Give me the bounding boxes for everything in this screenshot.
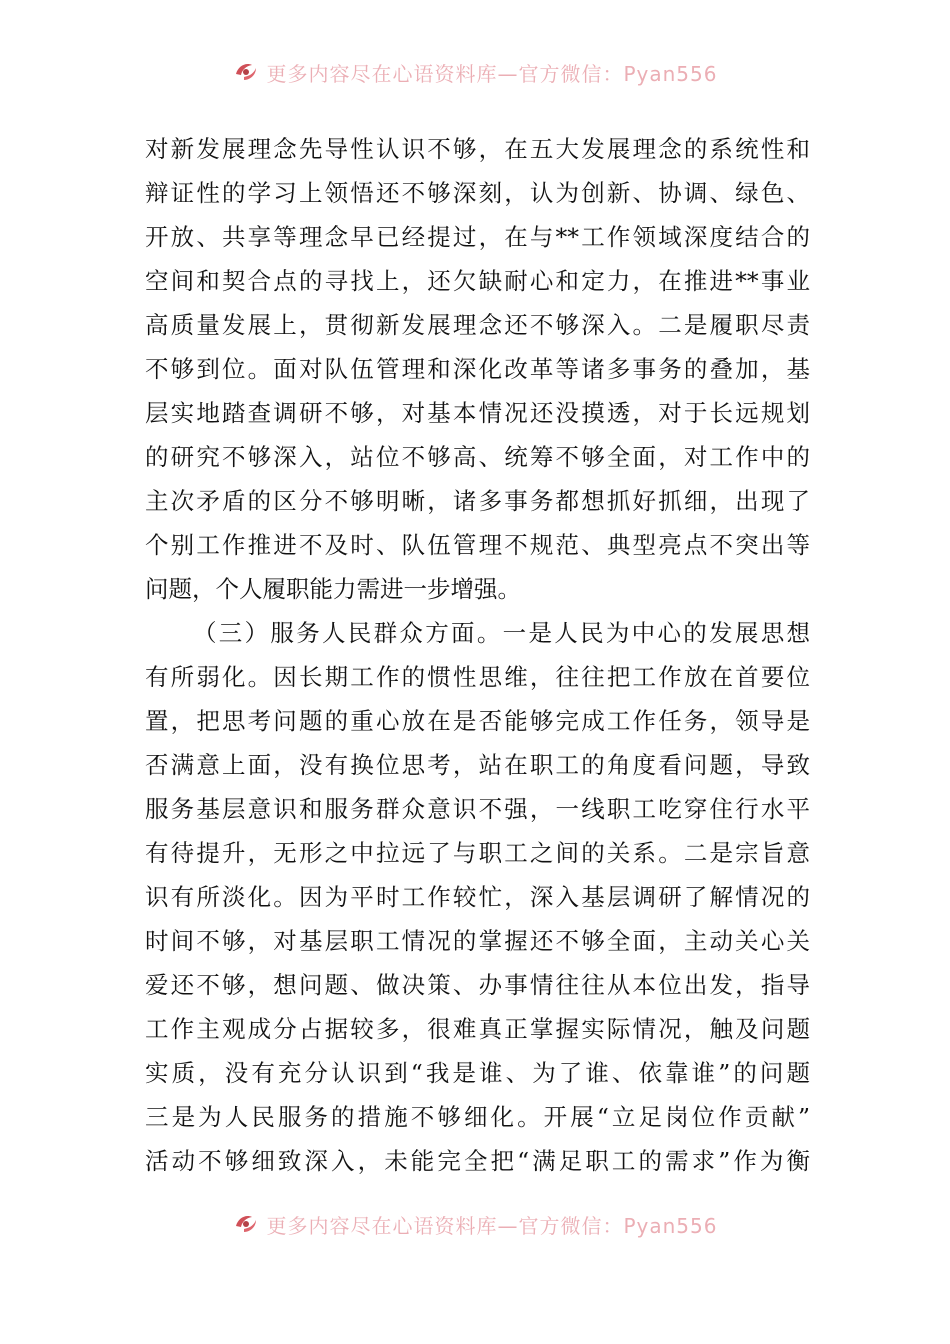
text-line: 否满意上面，没有换位思考，站在职工的角度看问题，导致 bbox=[145, 751, 810, 779]
text-line: 问题，个人履职能力需进一步增强。 bbox=[145, 575, 521, 603]
watermark-logo-icon bbox=[232, 58, 260, 86]
text-line: 识有所淡化。因为平时工作较忙，深入基层调研了解情况的 bbox=[145, 883, 810, 911]
text-line: 主次矛盾的区分不够明晰，诸多事务都想抓好抓细，出现了 bbox=[145, 487, 810, 515]
watermark-logo-icon bbox=[232, 1210, 260, 1238]
text-line: 有所弱化。因长期工作的惯性思维，往往把工作放在首要位 bbox=[145, 663, 810, 691]
footer-watermark bbox=[0, 1204, 950, 1244]
text-line: 高质量发展上，贯彻新发展理念还不够深入。二是履职尽责 bbox=[145, 311, 810, 339]
text-line: 工作主观成分占据较多，很难真正掌握实际情况，触及问题 bbox=[145, 1015, 810, 1043]
text-line: 不够到位。面对队伍管理和深化改革等诸多事务的叠加，基 bbox=[145, 355, 810, 383]
paragraph bbox=[145, 127, 810, 611]
text-line: 层实地踏查调研不够，对基本情况还没摸透，对于长远规划 bbox=[145, 399, 810, 427]
watermark-text: 更多内容尽在心语资料库—官方微信：Pyan556 bbox=[266, 61, 718, 86]
text-line: 实质，没有充分认识到“我是谁、为了谁、依靠谁”的问题 bbox=[145, 1059, 810, 1087]
text-line: 辩证性的学习上领悟还不够深刻，认为创新、协调、绿色、 bbox=[145, 179, 810, 207]
text-line: （三）服务人民群众方面。一是人民为中心的发展思想 bbox=[193, 619, 810, 647]
text-line: 活动不够细致深入，未能完全把“满足职工的需求”作为衡 bbox=[145, 1147, 810, 1175]
watermark-text: 更多内容尽在心语资料库—官方微信：Pyan556 bbox=[266, 1213, 718, 1238]
document-body bbox=[145, 127, 810, 1183]
text-line: 的研究不够深入，站位不够高、统筹不够全面，对工作中的 bbox=[145, 443, 810, 471]
text-line: 对新发展理念先导性认识不够，在五大发展理念的系统性和 bbox=[145, 135, 810, 163]
text-line: 爱还不够，想问题、做决策、办事情往往从本位出发，指导 bbox=[145, 971, 810, 999]
paragraph bbox=[145, 611, 810, 1183]
text-line: 个别工作推进不及时、队伍管理不规范、典型亮点不突出等 bbox=[145, 531, 810, 559]
text-line: 有待提升，无形之中拉远了与职工之间的关系。二是宗旨意 bbox=[145, 839, 810, 867]
text-line: 置，把思考问题的重心放在是否能够完成工作任务，领导是 bbox=[145, 707, 810, 735]
text-line: 开放、共享等理念早已经提过，在与**工作领域深度结合的 bbox=[145, 223, 810, 251]
text-line: 三是为人民服务的措施不够细化。开展“立足岗位作贡献” bbox=[145, 1103, 810, 1131]
text-line: 服务基层意识和服务群众意识不强，一线职工吃穿住行水平 bbox=[145, 795, 810, 823]
text-line: 空间和契合点的寻找上，还欠缺耐心和定力，在推进**事业 bbox=[145, 267, 810, 295]
text-line: 时间不够，对基层职工情况的掌握还不够全面，主动关心关 bbox=[145, 927, 810, 955]
header-watermark bbox=[0, 52, 950, 92]
